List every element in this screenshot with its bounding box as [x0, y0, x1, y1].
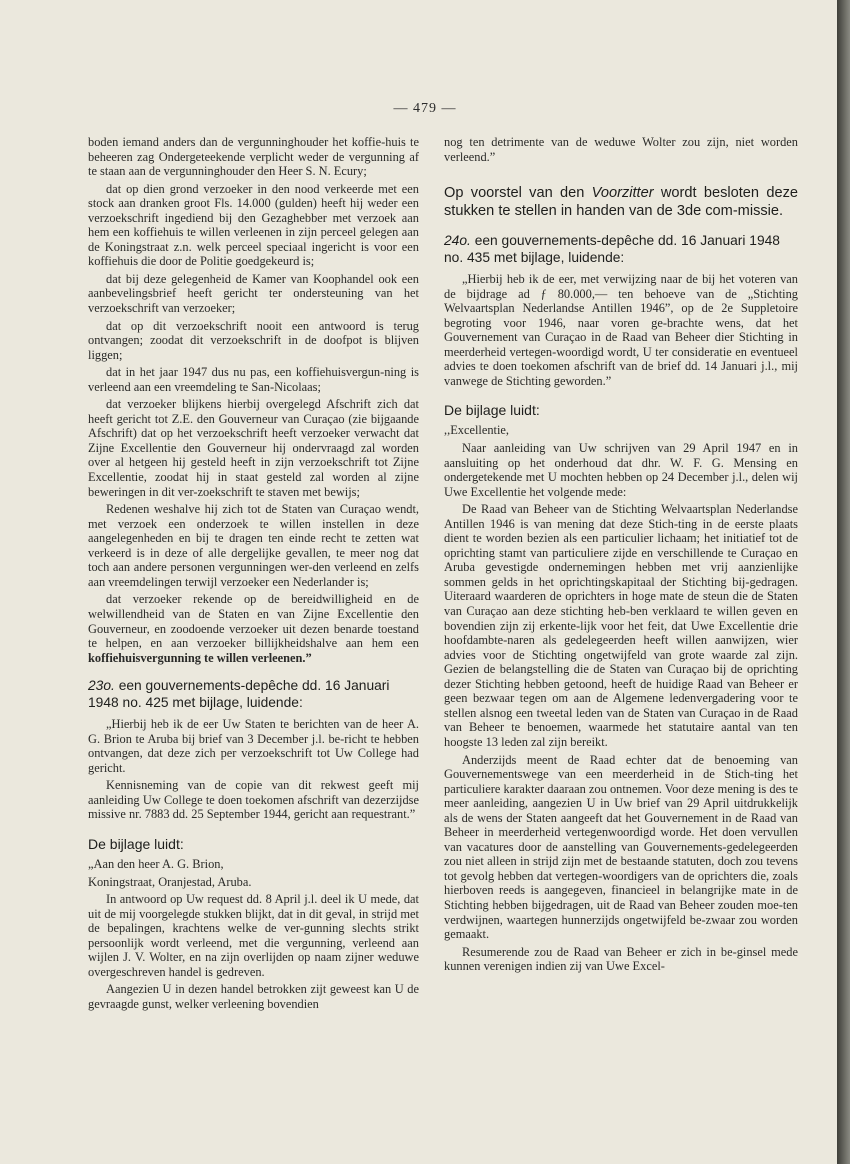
paragraph: dat op dit verzoekschrift nooit een antwoord is terug ontvangen; zoodat dit verzoekschrift in de doofpot is blijven liggen;: [88, 318, 419, 362]
salutation: ,,Excellentie,: [444, 423, 510, 438]
paragraph: „Hierbij heb ik de eer Uw Staten te berichten van de heer A. G. Brion te Aruba bij brief van 3 December j.l. be-richt te hebben ontvangen, dat deze zich per verzoekschrift tot Uw College had gericht.: [88, 717, 419, 775]
paragraph: Kennisneming van de copie van dit rekwest geeft mij aanleiding Uw College te doen toekomen afschrift van dezerzijdse missive nr. 7883 dd. 25 September 1944, gericht aan requestrant.”: [88, 778, 419, 822]
paragraph: dat bij deze gelegenheid de Kamer van Koophandel ook een aanbevelingsbrief heeft gericht ter ondersteuning van het verzoekschrift van verzoeker;: [88, 271, 419, 316]
paragraph: nog ten detrimente van de weduwe Wolter zou zijn, niet worden verleend.”: [444, 135, 798, 164]
paragraph: Aangezien U in dezen handel betrokken zijt geweest kan U de gevraagde gunst, welker verleening bovendien: [88, 982, 419, 1011]
left-column: [88, 135, 419, 1014]
paragraph: dat op dien grond verzoeker in den nood verkeerde met een stock aan dranken groot Fls. 14.000 (gulden) heeft hij weder een verzoekschrift ingediend bij den Gezaghebber met verzoek aan hem een koffiehuis te willen verleenen in zijn perceel gelegen aan de Koningstraat z.n. welk perceel speciaal ingericht is voor een koffiehuis die door de Politie goedgekeurd is;: [88, 181, 419, 269]
item-number: 23o.: [88, 678, 115, 694]
motion-text: [444, 184, 798, 220]
address-line: „Aan den heer A. G. Brion,: [88, 856, 224, 871]
paragraph-bold-text: koffiehuisvergunning te willen verleenen.”: [88, 650, 312, 665]
page-edge: [837, 0, 850, 1164]
paragraph: dat verzoeker blijkens hierbij overgelegd Afschrift zich dat heeft gericht tot Z.E. den Gouverneur van Curaçao (zie bijgaande Afschrift) dat op het verzoekschrift heeft verzoeker verwacht dat Zijne Excellentie den Gouverneur hij ondervraagd zal worden over al hetgeen hij gesteld heeft in zijn verzoekschrift tot Zijne Excellentie, zoodat hij in staat gesteld zal worden al zijne beweringen in dit ver-zoekschrift te staven met bewijs;: [88, 397, 419, 499]
item-230-heading: [88, 677, 419, 711]
item-240-heading: [444, 232, 798, 266]
motion-chair: Voorzitter: [591, 185, 654, 202]
right-column: [444, 135, 798, 977]
paragraph: Naar aanleiding van Uw schrijven van 29 April 1947 en in aansluiting op het onderhoud dat dhr. W. F. G. Mensing en ondergetekende met U mochten hebben op 24 December j.l., delen wij Uwe Excellentie het volgende mede:: [444, 441, 798, 499]
paragraph: boden iemand anders dan de vergunninghouder het koffie-huis te beheeren zag Ondergeteekende verplicht weder de vergunning af te staan aan de vergunninghouder den Heer S. N. Ecury;: [88, 135, 419, 179]
paragraph: Resumerende zou de Raad van Beheer er zich in be-ginsel mede kunnen verenigen indien zij van Uwe Excel-: [444, 944, 798, 974]
paragraph-text: dat verzoeker rekende op de bereidwilligheid en de welwillendheid van de Staten en van Zijne Excellentie den Gouverneur, en zoodoende verzoeker uit dezen benarde toestand te helpen, en aan verzoeker billijkheidshalve aan hem een: [88, 592, 419, 651]
paragraph: [88, 592, 419, 665]
paragraph: De Raad van Beheer van de Stichting Welvaartsplan Nederlandse Antillen 1946 is van mening dat deze Stich-ting in de eerste plaats dient te worden bezien als een particulier lichaam; het initiatief tot de oprichting stamt van particuliere zijde en verschillende te Curaçao en Aruba gevestigde ondernemingen hebben met vrij aanzienlijke sommen gelds in het oprichtingskapitaal der Stichting bij-gedragen. Uiteraard waarderen de oprichters in hoge mate de steun die de Staten van Curaçao aan deze stichting heb-ben verklaard te willen geven en bovendien zijn zij erkente-lijk voor het feit, dat Uwe Excellentie drie hoofdambte-naren als gedelegeerden heeft willen aanwijzen, wier advies voor de Stichting ongetwijfeld van grote waarde zal zijn. Gezien de belangstelling die de Staten van Curaçao bij de oprichting dezer Stichting hebben getoond, heeft de huidige Raad van Beheer er geen bezwaar tegen om aan de Algemene ledenvergadering voor te stellen alsnog een tweetal leden van de Staten van Curaçao in de Raad van Beheer te benoemen, waarmede het statutaire aantal van ten hoogste 13 leden zal zijn bereikt.: [444, 502, 798, 749]
paragraph: Redenen weshalve hij zich tot de Staten van Curaçao wendt, met verzoek een onderzoek te willen instellen in deze aangelegenheden en bij te dragen ten einde recht te zetten wat verkeerd is in deze of alle dergelijke gevallen, te meer nog dat toch aan andere personen vergunningen wer-den verleend en zelfs aan vreemdelingen terwijl verzoeker een Nederlander is;: [88, 502, 419, 589]
paragraph: Anderzijds meent de Raad echter dat de benoeming van Gouvernementswege van een meerderheid in de Stich-ting het particuliere karakter daaraan zou ontnemen. Voor deze mening is des te meer aanleiding, aangezien U in Uw brief van 29 April uitdrukkelijk als de wens der Staten aangeeft dat het Gouvernement in de Raad van Beheer in meerderheid vertegenwoordigd worde. Het doen vervullen van vacatures door de aanstelling van Gouvernements-gedelegeerden zou niet alleen in strijd zijn met de bestaande statuten, doch zou tevens tot gevolg hebben dat vertegen-woordigers van de oprichters die, zoals hierboven reeds is aangegeven, financieel in belangrijke mate in de Stichting hebben bijgedragen, uit de Raad van Beheer zouden moe-ten verdwijnen, waartegen hunnerzijds ongetwijfeld be-zwaar zou worden gemaakt.: [444, 752, 798, 942]
item-title: een gouvernements-depêche dd. 16 Januari 1948 no. 435 met bijlage, luidende:: [444, 233, 780, 266]
paragraph: dat in het jaar 1947 dus nu pas, een koffiehuisvergun-ning is verleend aan een vreemdeling te San-Nicolaas;: [88, 365, 419, 394]
item-title: een gouvernements-depêche dd. 16 Januari 1948 no. 425 met bijlage, luidende:: [88, 678, 390, 711]
item-number: 24o.: [444, 233, 471, 249]
address-line: Koningstraat, Oranjestad, Aruba.: [88, 874, 252, 889]
page-number: — 479 —: [393, 101, 457, 116]
paragraph: In antwoord op Uw request dd. 8 April j.l. deel ik U mede, dat uit de mij voorgelegde stukken blijkt, dat in dit geval, in strijd met de bepalingen, krachtens welke de ver-gunning slechts strikt persoonlijk wordt verleend, met die vergunning, verleend aan wijlen J. V. Wolter, en na zijn overlijden op naam zijner weduwe overgeschreven handel is gedreven.: [88, 892, 419, 979]
paragraph: „Hierbij heb ik de eer, met verwijzing naar de bij het voteren van de bijdrage ad ƒ 80.000,— ten behoeve van de „Stichting Welvaartsplan Nederlandse Antillen 1946”, op de 2e Suppletoire begroting voor 1946, naar voren ge-brachte wens, dat het Gouvernement van Curaçao in de Raad van Beheer dier Stichting in meerderheid vertegen-woordigd wordt, U ter consideratie en eventueel advies te doen toekomen afschrift van de brief dd. 14 Januari j.l., mij vanwege de Stichting geworden.”: [444, 272, 798, 388]
bijlage-heading: De bijlage luidt:: [88, 835, 184, 852]
bijlage-heading: De bijlage luidt:: [444, 402, 540, 419]
motion-text-part: Op voorstel van den: [444, 185, 592, 202]
motion-text-part: wordt besloten deze stukken te stellen in handen van de 3de com-missie.: [444, 185, 798, 220]
